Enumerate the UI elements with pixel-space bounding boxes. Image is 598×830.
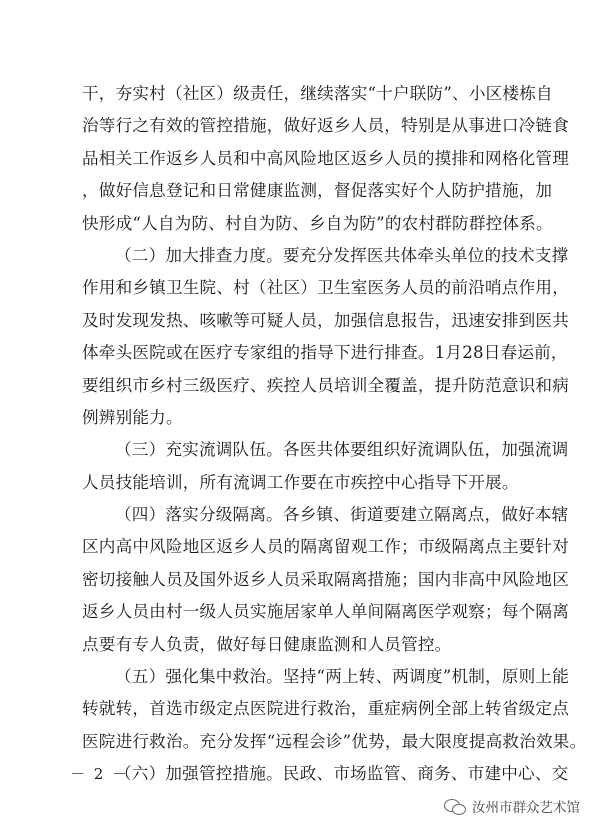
watermark-text: 汝州市群众艺术馆	[472, 800, 580, 816]
text-line: 医院进行救治。充分发挥“远程会诊”优势，最大限度提高救治效果。	[82, 731, 587, 751]
text-line: 及时发现发热、咳嗽等可疑人员，加强信息报告，迅速安排到医共	[82, 310, 570, 330]
text-line: 例辨别能力。	[82, 407, 183, 427]
text-line: 快形成“人自为防、村自为防、乡自为防”的农村群防群控体系。	[82, 213, 553, 233]
text-line: 人员技能培训，所有流调工作要在市疾控中心指导下开展。	[82, 472, 519, 492]
text-line: 区内高中风险地区返乡人员的隔离留观工作；市级隔离点主要针对	[82, 537, 570, 557]
paragraph-heading-2: （二）加大排查力度。要充分发挥医共体牵头单位的技术支撑	[115, 245, 569, 265]
page-number: － 2 －	[70, 765, 130, 783]
text-line: 返乡人员由村一级人员实施居家单人单间隔离医学观察；每个隔离	[82, 602, 570, 622]
text-line: 转就转，首选市级定点医院进行救治，重症病例全部上转省级定点	[82, 699, 570, 719]
text-line: 治等行之有效的管控措施，做好返乡人员，特别是从事进口冷链食	[82, 116, 570, 136]
paragraph-heading-6: （六）加强管控措施。民政、市场监管、商务、市建中心、交	[115, 764, 569, 784]
text-line: ，做好信息登记和日常健康监测，督促落实好个人防护措施，加	[82, 181, 553, 201]
body-text	[82, 78, 587, 791]
text-line: 点要有专人负责，做好每日健康监测和人员管控。	[82, 634, 452, 654]
paragraph-heading-5: （五）强化集中救治。坚持“两上转、两调度”机制，原则上能	[115, 667, 570, 687]
paragraph-heading-4: （四）落实分级隔离。各乡镇、街道要建立隔离点，做好本辖	[115, 505, 569, 525]
text-line: 品相关工作返乡人员和中高风险地区返乡人员的摸排和网格化管理	[82, 148, 570, 168]
text-line: 体牵头医院或在医疗专家组的指导下进行排查。1月28日春运前，	[82, 343, 568, 363]
text-line: 干，夯实村（社区）级责任，继续落实“十户联防”、小区楼栋自	[82, 84, 553, 103]
wechat-watermark	[444, 796, 580, 816]
wechat-icon	[444, 797, 466, 815]
text-line: 密切接触人员及国外返乡人员采取隔离措施；国内非高中风险地区	[82, 569, 570, 589]
text-line: 作用和乡镇卫生院、村（社区）卫生室医务人员的前沿哨点作用，	[82, 278, 570, 298]
text-line: 要组织市乡村三级医疗、疾控人员培训全覆盖，提升防范意识和病	[82, 375, 570, 395]
paragraph-heading-3: （三）充实流调队伍。各医共体要组织好流调队伍，加强流调	[115, 440, 569, 460]
